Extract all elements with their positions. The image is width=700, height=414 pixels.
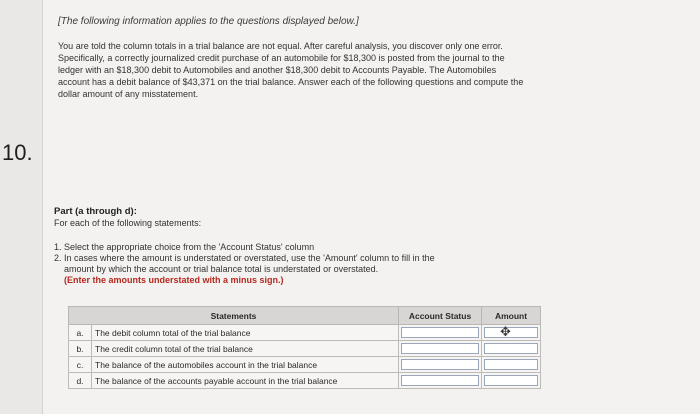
header-statements: Statements <box>69 307 399 325</box>
intro-body: You are told the column totals in a trial balance are not equal. After careful analysis, you discover only one error. Specifically, a correctly journalized credit purchase of an automobile for $18,300 is posted from the journal to the ledger with an $18,300 debit to Automobiles and another $18,300 debit to Accounts Payable. The Automobiles account has a debit balance of $43,371 on the trial balance. Answer each of the following questions and compute the dollar amount of any misstatement. <box>58 41 524 99</box>
status-field[interactable] <box>401 375 479 386</box>
amount-field[interactable] <box>484 324 538 339</box>
account-status-select[interactable] <box>399 357 482 373</box>
table-row <box>69 341 541 357</box>
row-statement: The debit column total of the trial balance <box>92 325 399 341</box>
header-amount: Amount <box>482 307 541 325</box>
part-subtitle: For each of the following statements: <box>54 218 202 228</box>
part-title: Part (a through d): <box>54 206 137 217</box>
amount-field[interactable] <box>484 375 538 386</box>
row-statement: The credit column total of the trial balance <box>92 341 399 357</box>
account-status-select[interactable] <box>399 341 482 357</box>
question-number: 10. <box>2 140 33 165</box>
row-label: d. <box>69 373 92 389</box>
answer-table <box>68 306 541 389</box>
instruction-note: (Enter the amounts understated with a minus sign.) <box>64 275 284 285</box>
row-label: a. <box>69 325 92 341</box>
status-field[interactable] <box>401 359 479 370</box>
table-row <box>69 373 541 389</box>
status-field[interactable] <box>401 343 479 354</box>
status-field[interactable] <box>401 327 479 338</box>
row-statement: The balance of the accounts payable account in the trial balance <box>92 373 399 389</box>
instruction-2b: amount by which the account or trial balance total is understated or overstated. <box>64 264 379 274</box>
move-cursor-icon: ✥ <box>500 324 511 339</box>
account-status-select[interactable] <box>399 325 482 341</box>
intro-header: [The following information applies to the questions displayed below.] <box>58 16 359 27</box>
amount-input[interactable] <box>482 325 541 341</box>
amount-input[interactable] <box>482 341 541 357</box>
header-account-status: Account Status <box>399 307 482 325</box>
amount-field[interactable] <box>484 343 538 354</box>
table-row <box>69 357 541 373</box>
instruction-2a: 2. In cases where the amount is understated or overstated, use the 'Amount' column to fill in the <box>54 253 435 263</box>
amount-field[interactable] <box>484 359 538 370</box>
row-label: c. <box>69 357 92 373</box>
row-statement: The balance of the automobiles account in the trial balance <box>92 357 399 373</box>
instructions <box>54 242 494 286</box>
account-status-select[interactable] <box>399 373 482 389</box>
table-row <box>69 325 541 341</box>
amount-input[interactable] <box>482 357 541 373</box>
row-label: b. <box>69 341 92 357</box>
instruction-1: 1. Select the appropriate choice from the 'Account Status' column <box>54 242 315 252</box>
amount-input[interactable] <box>482 373 541 389</box>
